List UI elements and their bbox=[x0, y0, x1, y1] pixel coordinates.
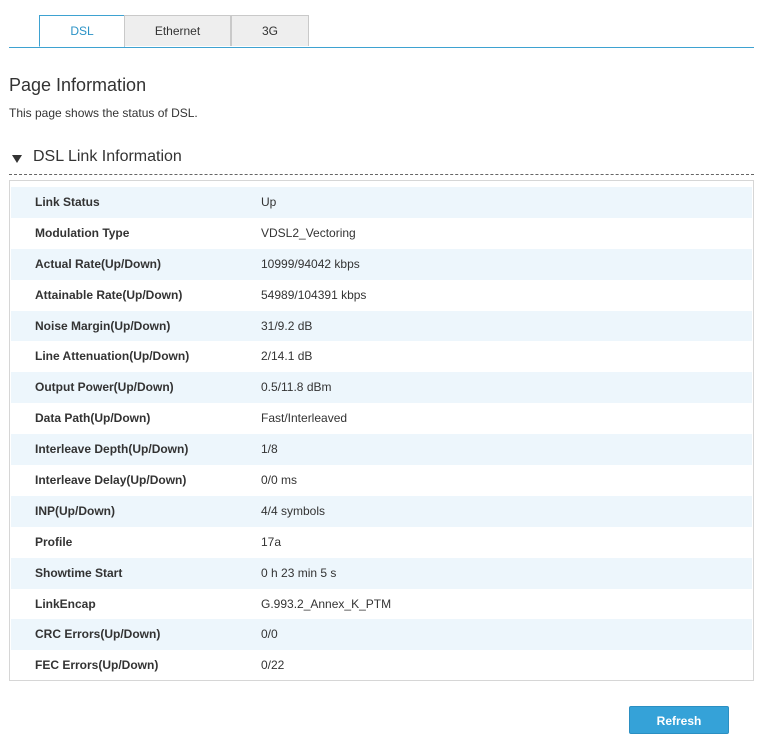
section-header-dsl-link-information[interactable] bbox=[9, 146, 754, 175]
row-value: G.993.2_Annex_K_PTM bbox=[261, 596, 392, 611]
row-label: LinkEncap bbox=[35, 596, 96, 611]
row-label: CRC Errors(Up/Down) bbox=[35, 627, 161, 642]
table-row bbox=[11, 465, 752, 496]
row-label: FEC Errors(Up/Down) bbox=[35, 658, 159, 673]
row-label: Link Status bbox=[35, 195, 100, 209]
refresh-button[interactable]: Refresh bbox=[629, 706, 729, 734]
table-row bbox=[11, 187, 752, 218]
row-label: Line Attenuation(Up/Down) bbox=[35, 349, 190, 364]
row-label: Noise Margin(Up/Down) bbox=[35, 318, 171, 333]
row-value: 1/8 bbox=[261, 442, 278, 457]
table-row bbox=[11, 280, 752, 311]
table-row bbox=[11, 558, 752, 589]
tab-ethernet[interactable]: Ethernet bbox=[124, 15, 231, 46]
row-label: Attainable Rate(Up/Down) bbox=[35, 287, 183, 302]
table-row bbox=[11, 249, 752, 280]
row-label: Showtime Start bbox=[35, 565, 123, 580]
table-row bbox=[11, 589, 752, 620]
table-row bbox=[11, 619, 752, 650]
row-label: Interleave Delay(Up/Down) bbox=[35, 473, 187, 488]
row-label: Data Path(Up/Down) bbox=[35, 411, 151, 426]
row-value: 54989/104391 kbps bbox=[261, 287, 367, 302]
row-value: Fast/Interleaved bbox=[261, 411, 348, 426]
row-label: INP(Up/Down) bbox=[35, 503, 115, 518]
dsl-info-table bbox=[9, 180, 754, 681]
row-value: 0.5/11.8 dBm bbox=[261, 380, 332, 395]
row-value: 0/22 bbox=[261, 658, 285, 673]
row-label: Modulation Type bbox=[35, 225, 130, 240]
row-value: 0/0 ms bbox=[261, 473, 298, 488]
row-value: 2/14.1 dB bbox=[261, 349, 313, 364]
tab-dsl[interactable]: DSL bbox=[39, 15, 125, 47]
table-row bbox=[11, 218, 752, 249]
row-value: 17a bbox=[261, 534, 282, 549]
table-row bbox=[11, 434, 752, 465]
table-row bbox=[11, 311, 752, 342]
row-label: Interleave Depth(Up/Down) bbox=[35, 442, 189, 457]
section-title: DSL Link Information bbox=[33, 148, 182, 165]
table-row bbox=[11, 403, 752, 434]
table-row bbox=[11, 527, 752, 558]
tab-3g[interactable]: 3G bbox=[231, 15, 309, 46]
row-value: 0/0 bbox=[261, 627, 278, 642]
row-value: Up bbox=[261, 195, 277, 209]
row-label: Output Power(Up/Down) bbox=[35, 380, 174, 395]
caret-down-icon[interactable] bbox=[12, 155, 22, 163]
table-row bbox=[11, 372, 752, 403]
tab-bar bbox=[9, 15, 754, 48]
row-label: Profile bbox=[35, 534, 73, 549]
row-value: 4/4 symbols bbox=[261, 503, 326, 518]
row-value: 10999/94042 kbps bbox=[261, 256, 360, 271]
page-title: Page Information bbox=[9, 75, 147, 95]
row-label: Actual Rate(Up/Down) bbox=[35, 256, 161, 271]
table-row bbox=[11, 341, 752, 372]
table-row bbox=[11, 496, 752, 527]
row-value: 0 h 23 min 5 s bbox=[261, 565, 337, 580]
page-description: This page shows the status of DSL. bbox=[9, 106, 198, 120]
row-value: VDSL2_Vectoring bbox=[261, 225, 356, 240]
table-row bbox=[11, 650, 752, 681]
row-value: 31/9.2 dB bbox=[261, 318, 313, 333]
